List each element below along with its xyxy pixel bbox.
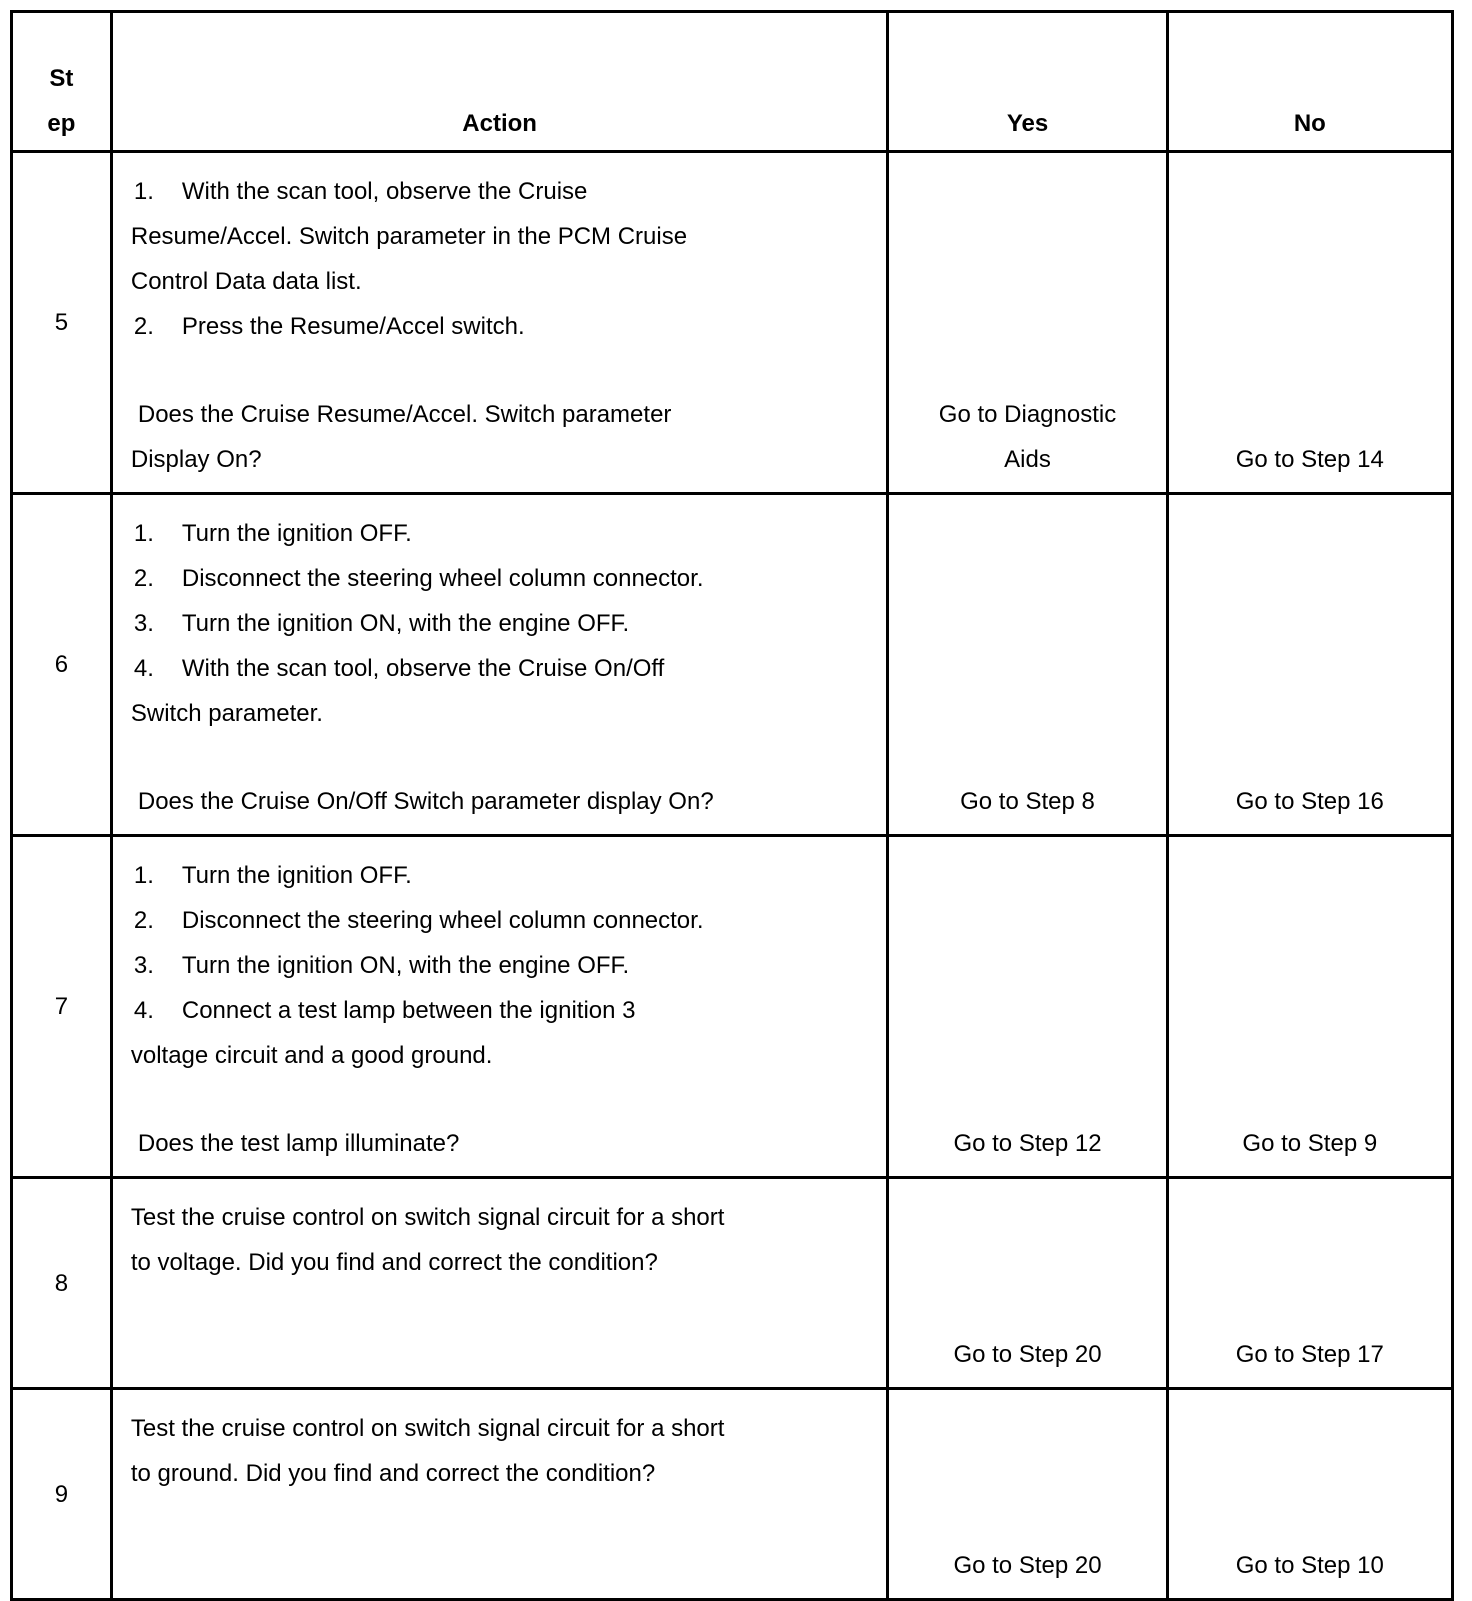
header-yes: Yes	[888, 12, 1167, 152]
item-number: 2.	[133, 907, 154, 934]
action-cell	[111, 836, 888, 1178]
item-number: 1.	[133, 520, 154, 547]
action-item-continuation: voltage circuit and a good ground.	[130, 1042, 493, 1069]
table-row	[12, 494, 1453, 836]
action-item-continuation: Resume/Accel. Switch parameter in the PCM Cruise	[130, 223, 688, 250]
table-row	[12, 1178, 1453, 1389]
action-question	[131, 779, 879, 824]
yes-result: Go to Step 20	[953, 1552, 1102, 1579]
step-number: 8	[12, 1178, 112, 1389]
question-line: Does the Cruise Resume/Accel. Switch parameter	[137, 401, 672, 428]
table-row	[12, 1389, 1453, 1600]
step-number: 9	[12, 1389, 112, 1600]
action-item	[131, 601, 887, 646]
header-no: No	[1167, 12, 1452, 152]
table-header-row	[12, 12, 1453, 152]
yes-cell	[888, 836, 1167, 1178]
action-text-line: to voltage. Did you find and correct the condition?	[130, 1249, 658, 1276]
item-number: 2.	[133, 565, 154, 592]
action-question	[131, 1121, 879, 1166]
action-item	[131, 169, 887, 214]
yes-result: Go to Step 8	[960, 788, 1095, 815]
item-text: Disconnect the steering wheel column connector.	[181, 907, 704, 934]
table-row	[12, 152, 1453, 494]
header-step-line2: ep	[47, 110, 76, 137]
table-row	[12, 836, 1453, 1178]
question-line: Does the test lamp illuminate?	[137, 1130, 460, 1157]
action-item	[131, 511, 887, 556]
item-text: Turn the ignition ON, with the engine OFF.	[181, 610, 630, 637]
item-number: 3.	[133, 610, 154, 637]
item-number: 1.	[133, 862, 154, 889]
action-item	[131, 898, 887, 943]
action-item-continuation: Control Data data list.	[130, 268, 362, 295]
no-result: Go to Step 17	[1235, 1341, 1384, 1368]
yes-cell	[888, 1389, 1167, 1600]
item-text: Connect a test lamp between the ignition 3	[181, 997, 636, 1024]
yes-result: Go to Step 12	[953, 1130, 1102, 1157]
action-text-line: to ground. Did you find and correct the condition?	[130, 1460, 656, 1487]
no-result: Go to Step 10	[1235, 1552, 1384, 1579]
no-result: Go to Step 9	[1242, 1130, 1378, 1157]
header-step	[12, 12, 112, 152]
yes-cell	[888, 1178, 1167, 1389]
no-result: Go to Step 16	[1235, 788, 1384, 815]
action-cell	[111, 152, 888, 494]
item-number: 2.	[133, 313, 154, 340]
yes-cell	[888, 152, 1167, 494]
item-text: Turn the ignition ON, with the engine OFF.	[181, 952, 630, 979]
no-cell	[1167, 152, 1452, 494]
step-number: 7	[12, 836, 112, 1178]
yes-result-line1: Go to Diagnostic	[938, 401, 1117, 428]
question-line: Display On?	[130, 446, 262, 473]
item-number: 3.	[133, 952, 154, 979]
step-number: 6	[12, 494, 112, 836]
item-text: Turn the ignition OFF.	[181, 862, 412, 889]
header-step-line1: St	[49, 65, 74, 92]
action-item	[131, 943, 887, 988]
item-number: 4.	[133, 997, 154, 1024]
action-item	[131, 988, 887, 1033]
no-cell	[1167, 836, 1452, 1178]
action-cell	[111, 494, 888, 836]
yes-result-line2: Aids	[1004, 446, 1051, 473]
action-cell	[111, 1389, 888, 1600]
no-cell	[1167, 494, 1452, 836]
action-text-line: Test the cruise control on switch signal circuit for a short	[130, 1204, 725, 1231]
yes-result: Go to Step 20	[953, 1341, 1102, 1368]
item-text: With the scan tool, observe the Cruise On/Off	[181, 655, 665, 682]
item-text: With the scan tool, observe the Cruise	[181, 178, 588, 205]
action-item	[131, 853, 887, 898]
item-text: Press the Resume/Accel switch.	[181, 313, 525, 340]
action-item	[131, 556, 887, 601]
action-cell	[111, 1178, 888, 1389]
action-item	[131, 304, 887, 349]
question-line: Does the Cruise On/Off Switch parameter display On?	[137, 788, 714, 815]
action-item	[131, 646, 887, 691]
diagnostic-table	[10, 10, 1454, 1601]
no-cell	[1167, 1178, 1452, 1389]
action-text-line: Test the cruise control on switch signal circuit for a short	[130, 1415, 725, 1442]
action-item-continuation: Switch parameter.	[130, 700, 323, 727]
item-text: Disconnect the steering wheel column connector.	[181, 565, 704, 592]
no-result: Go to Step 14	[1235, 446, 1384, 473]
item-text: Turn the ignition OFF.	[181, 520, 412, 547]
item-number: 4.	[133, 655, 154, 682]
yes-result	[889, 392, 1165, 482]
step-number: 5	[12, 152, 112, 494]
yes-cell	[888, 494, 1167, 836]
item-number: 1.	[133, 178, 154, 205]
action-question	[131, 392, 879, 482]
no-cell	[1167, 1389, 1452, 1600]
header-action: Action	[111, 12, 888, 152]
